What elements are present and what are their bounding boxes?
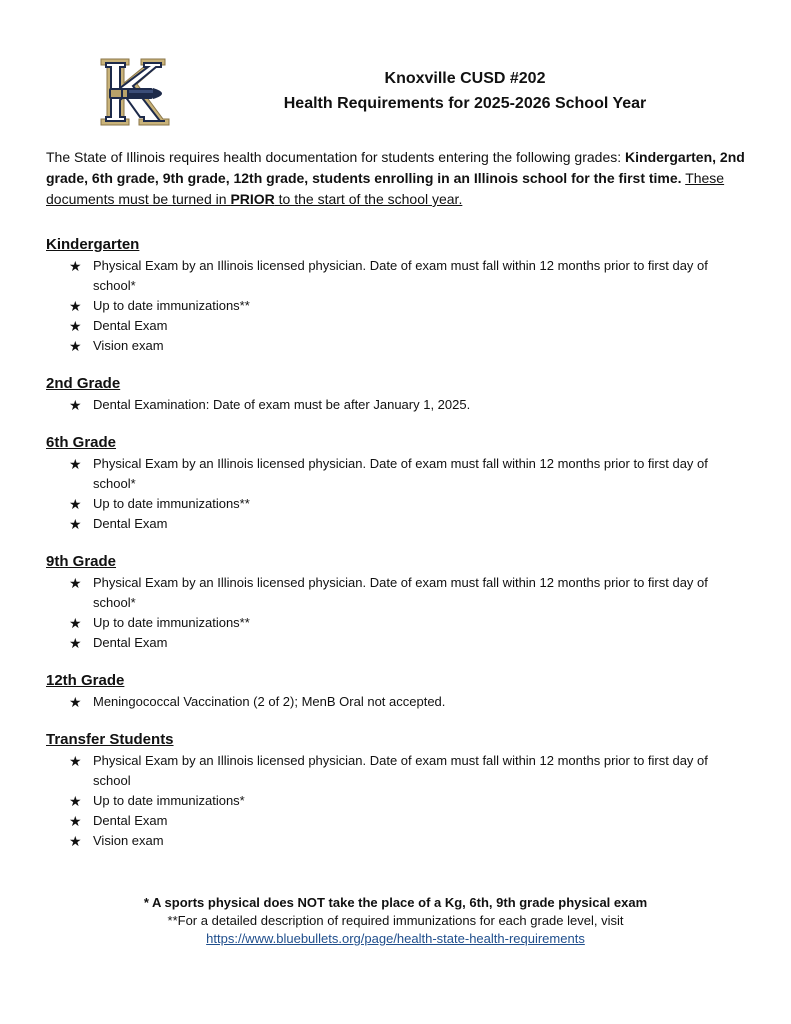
list-item [46, 831, 746, 851]
star-bullet-icon: ★ [69, 516, 82, 532]
page-title: Health Requirements for 2025-2026 School Year [283, 95, 647, 112]
page-header [230, 66, 700, 116]
section-6th-grade [46, 432, 746, 534]
immunizations-note: **For a detailed description of required immunizations for each grade level, visit [167, 913, 624, 928]
sports-physical-note: * A sports physical does NOT take the place of a Kg, 6th, 9th grade physical exam [143, 895, 648, 910]
list-item [46, 751, 746, 791]
intro-text: The State of Illinois requires health documentation for students entering the following grades: [46, 149, 626, 165]
list-item [46, 514, 746, 534]
requirement-text: Up to date immunizations** [93, 615, 250, 630]
section-title: 12th Grade [46, 672, 125, 689]
requirement-list [46, 454, 746, 534]
section-title: 2nd Grade [46, 375, 121, 392]
requirement-text: Up to date immunizations** [93, 298, 250, 313]
requirement-list [46, 573, 746, 653]
notice-prior: PRIOR [230, 191, 275, 207]
requirement-text: Up to date immunizations* [93, 793, 245, 808]
section-title: 9th Grade [46, 553, 117, 570]
star-bullet-icon: ★ [69, 258, 82, 274]
requirement-text: Dental Exam [93, 318, 168, 333]
requirements-link[interactable]: https://www.bluebullets.org/page/health-state-health-requirements [206, 931, 585, 946]
star-bullet-icon: ★ [69, 575, 82, 591]
requirements-sections [46, 234, 746, 868]
requirement-text: Dental Exam [93, 813, 168, 828]
star-bullet-icon: ★ [69, 793, 82, 809]
requirement-text: Physical Exam by an Illinois licensed physician. Date of exam must fall within 12 months prior to first day of school* [93, 258, 708, 293]
star-bullet-icon: ★ [69, 397, 82, 413]
school-logo [99, 57, 175, 127]
requirement-list [46, 751, 746, 851]
star-bullet-icon: ★ [69, 298, 82, 314]
notice-part1: These documents must be turned in [46, 170, 725, 207]
list-item [46, 811, 746, 831]
star-bullet-icon: ★ [69, 456, 82, 472]
district-name: Knoxville CUSD #202 [384, 70, 546, 87]
star-bullet-icon: ★ [69, 496, 82, 512]
notice-part2: to the start of the school year. [274, 191, 463, 207]
requirement-text: Meningococcal Vaccination (2 of 2); MenB Oral not accepted. [93, 694, 446, 709]
list-item [46, 336, 746, 356]
requirement-text: Physical Exam by an Illinois licensed physician. Date of exam must fall within 12 months prior to first day of school [93, 753, 708, 788]
list-item [46, 692, 746, 712]
list-item [46, 395, 746, 415]
section-title: Transfer Students [46, 731, 174, 748]
star-bullet-icon: ★ [69, 753, 82, 769]
requirement-text: Physical Exam by an Illinois licensed physician. Date of exam must fall within 12 months prior to first day of school* [93, 456, 708, 491]
list-item [46, 573, 746, 613]
section-title: 6th Grade [46, 434, 117, 451]
section-transfer-students [46, 729, 746, 851]
list-item [46, 791, 746, 811]
list-item [46, 633, 746, 653]
section-2nd-grade [46, 373, 746, 415]
section-12th-grade [46, 670, 746, 712]
list-item [46, 494, 746, 514]
k-bullet-logo-icon [99, 57, 175, 127]
requirement-text: Dental Exam [93, 516, 168, 531]
requirement-text: Dental Examination: Date of exam must be after January 1, 2025. [93, 397, 471, 412]
star-bullet-icon: ★ [69, 318, 82, 334]
requirement-text: Up to date immunizations** [93, 496, 250, 511]
intro-paragraph [46, 147, 748, 210]
intro-grades: Kindergarten, 2nd grade, 6th grade, 9th grade, 12th grade, students enrolling in an Illinois school for the first time. [46, 149, 745, 186]
list-item [46, 256, 746, 296]
requirement-text: Dental Exam [93, 635, 168, 650]
star-bullet-icon: ★ [69, 694, 82, 710]
list-item [46, 316, 746, 336]
requirement-text: Vision exam [93, 338, 164, 353]
star-bullet-icon: ★ [69, 615, 82, 631]
section-9th-grade [46, 551, 746, 653]
requirement-list [46, 256, 746, 356]
requirement-text: Physical Exam by an Illinois licensed physician. Date of exam must fall within 12 months prior to first day of school* [93, 575, 708, 610]
requirement-list [46, 395, 746, 415]
star-bullet-icon: ★ [69, 813, 82, 829]
list-item [46, 613, 746, 633]
section-title: Kindergarten [46, 236, 140, 253]
section-kindergarten [46, 234, 746, 356]
requirement-list [46, 692, 746, 712]
star-bullet-icon: ★ [69, 635, 82, 651]
list-item [46, 454, 746, 494]
footer-notes [0, 894, 791, 948]
requirement-text: Vision exam [93, 833, 164, 848]
list-item [46, 296, 746, 316]
star-bullet-icon: ★ [69, 833, 82, 849]
star-bullet-icon: ★ [69, 338, 82, 354]
